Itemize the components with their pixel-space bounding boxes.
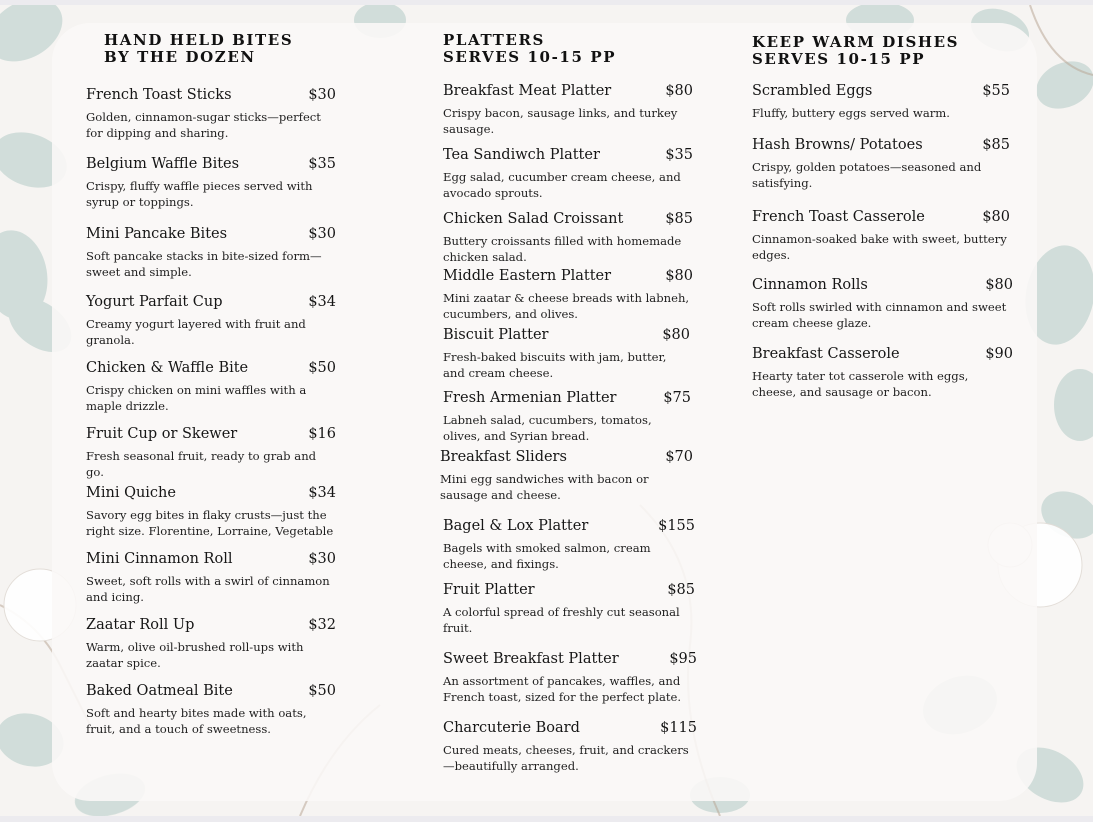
item-price: $85 — [665, 211, 693, 227]
heading-line-1: PLATTERS — [443, 31, 545, 49]
menu-item — [86, 426, 336, 480]
item-description: Crispy, fluffy waffle pieces served with syrup or toppings. — [86, 179, 313, 209]
menu-item — [752, 346, 1013, 400]
menu-item — [443, 518, 695, 572]
column-hand-held-bites — [86, 5, 336, 816]
item-price: $50 — [308, 360, 336, 376]
item-price: $80 — [665, 268, 693, 284]
item-description: Sweet, soft rolls with a swirl of cinnamon and icing. — [86, 574, 330, 604]
item-price: $85 — [667, 582, 695, 598]
item-price: $35 — [665, 147, 693, 163]
item-name: Scrambled Eggs — [752, 83, 873, 99]
item-name: Baked Oatmeal Bite — [86, 683, 233, 699]
item-name: Mini Cinnamon Roll — [86, 551, 233, 567]
item-price: $70 — [665, 449, 693, 465]
item-price: $30 — [308, 226, 336, 242]
item-name: Middle Eastern Platter — [443, 268, 612, 284]
menu-item — [752, 137, 1010, 191]
heading-line-2: SERVES 10-15 PP — [443, 48, 617, 66]
menu-item — [443, 83, 693, 137]
menu-item — [443, 327, 690, 381]
item-name: Mini Pancake Bites — [86, 226, 228, 242]
item-description: Crispy bacon, sausage links, and turkey sausage. — [443, 106, 678, 136]
item-name: Breakfast Meat Platter — [443, 83, 612, 99]
item-description: Mini egg sandwiches with bacon or sausage and cheese. — [440, 472, 649, 502]
item-name: Charcuterie Board — [443, 720, 580, 736]
item-description: Soft and hearty bites made with oats, fruit, and a touch of sweetness. — [86, 706, 307, 736]
menu-item — [86, 360, 336, 414]
item-description: Warm, olive oil-brushed roll-ups with zaatar spice. — [86, 640, 304, 670]
item-price: $34 — [308, 485, 336, 501]
item-description: Bagels with smoked salmon, cream cheese, and fixings. — [443, 541, 651, 571]
item-name: Fruit Platter — [443, 582, 535, 598]
item-price: $55 — [982, 83, 1010, 99]
item-name: Chicken & Waffle Bite — [86, 360, 249, 376]
section-heading — [104, 32, 344, 66]
menu-item — [443, 390, 691, 444]
item-description: Creamy yogurt layered with fruit and granola. — [86, 317, 306, 347]
menu-item — [86, 226, 336, 280]
column-keep-warm-dishes — [752, 5, 1012, 816]
menu-item — [86, 683, 336, 737]
item-name: Breakfast Casserole — [752, 346, 900, 362]
item-description: Cured meats, cheeses, fruit, and crackers—beautifully arranged. — [443, 743, 689, 773]
item-description: Mini zaatar & cheese breads with labneh, cucumbers, and olives. — [443, 291, 690, 321]
item-price: $30 — [308, 551, 336, 567]
item-name: Yogurt Parfait Cup — [86, 294, 223, 310]
heading-line-2: SERVES 10-15 PP — [752, 50, 926, 68]
item-description: Buttery croissants filled with homemade chicken salad. — [443, 234, 682, 264]
item-description: Crispy, golden potatoes—seasoned and satisfying. — [752, 160, 982, 190]
menu-item — [86, 156, 336, 210]
item-price: $32 — [308, 617, 336, 633]
item-description: Cinnamon-soaked bake with sweet, buttery edges. — [752, 232, 1007, 262]
item-description: Soft rolls swirled with cinnamon and sweet cream cheese glaze. — [752, 300, 1007, 330]
menu-item — [440, 449, 693, 503]
item-description: Fresh seasonal fruit, ready to grab and go. — [86, 449, 317, 479]
menu-item — [86, 551, 336, 605]
item-description: Egg salad, cucumber cream cheese, and avocado sprouts. — [443, 170, 681, 200]
item-price: $80 — [665, 83, 693, 99]
item-description: An assortment of pancakes, waffles, and French toast, sized for the perfect plate. — [443, 674, 682, 704]
menu-item — [752, 83, 1010, 121]
item-price: $85 — [982, 137, 1010, 153]
item-price: $155 — [658, 518, 695, 534]
menu-item — [443, 211, 693, 265]
menu-item — [752, 277, 1013, 331]
menu-item — [443, 147, 693, 201]
item-price: $50 — [308, 683, 336, 699]
item-name: Hash Browns/ Potatoes — [752, 137, 923, 153]
heading-line-1: HAND HELD BITES — [104, 31, 294, 49]
item-name: Biscuit Platter — [443, 327, 549, 343]
item-price: $95 — [669, 651, 697, 667]
menu-sheet — [0, 5, 1093, 816]
menu-item — [86, 485, 336, 539]
menu-item — [443, 720, 697, 774]
item-price: $35 — [308, 156, 336, 172]
item-description: Crispy chicken on mini waffles with a maple drizzle. — [86, 383, 307, 413]
item-name: Breakfast Sliders — [440, 449, 567, 465]
item-name: Zaatar Roll Up — [86, 617, 195, 633]
item-price: $16 — [308, 426, 336, 442]
item-description: Labneh salad, cucumbers, tomatos, olives, and Syrian bread. — [443, 413, 652, 443]
item-price: $90 — [985, 346, 1013, 362]
item-price: $80 — [982, 209, 1010, 225]
menu-item — [752, 209, 1010, 263]
column-platters — [440, 5, 697, 816]
item-price: $75 — [663, 390, 691, 406]
item-price: $30 — [308, 87, 336, 103]
item-price: $115 — [660, 720, 697, 736]
heading-line-1: KEEP WARM DISHES — [752, 33, 960, 51]
section-heading — [752, 34, 1012, 68]
item-name: Tea Sandiwch Platter — [443, 147, 600, 163]
item-description: Fluffy, buttery eggs served warm. — [752, 106, 950, 120]
item-description: Fresh-baked biscuits with jam, butter, and cream cheese. — [443, 350, 667, 380]
item-name: Bagel & Lox Platter — [443, 518, 589, 534]
heading-line-2: BY THE DOZEN — [104, 48, 256, 66]
menu-item — [443, 651, 697, 705]
item-name: Chicken Salad Croissant — [443, 211, 624, 227]
item-name: Fruit Cup or Skewer — [86, 426, 238, 442]
item-name: Cinnamon Rolls — [752, 277, 868, 293]
item-price: $80 — [662, 327, 690, 343]
item-name: Fresh Armenian Platter — [443, 390, 617, 406]
item-description: Hearty tater tot casserole with eggs, cheese, and sausage or bacon. — [752, 369, 969, 399]
menu-item — [443, 582, 695, 636]
item-description: Golden, cinnamon-sugar sticks—perfect for dipping and sharing. — [86, 110, 321, 140]
item-description: A colorful spread of freshly cut seasonal fruit. — [443, 605, 680, 635]
item-description: Savory egg bites in flaky crusts—just the right size. Florentine, Lorraine, Vegetable — [86, 508, 334, 538]
item-name: Sweet Breakfast Platter — [443, 651, 619, 667]
item-name: Belgium Waffle Bites — [86, 156, 240, 172]
item-price: $34 — [308, 294, 336, 310]
item-name: Mini Quiche — [86, 485, 176, 501]
menu-item — [86, 294, 336, 348]
item-description: Soft pancake stacks in bite-sized form—sweet and simple. — [86, 249, 322, 279]
item-name: French Toast Casserole — [752, 209, 925, 225]
menu-item — [86, 87, 336, 141]
item-name: French Toast Sticks — [86, 87, 232, 103]
menu-item — [443, 268, 693, 322]
section-heading — [443, 32, 695, 66]
item-price: $80 — [985, 277, 1013, 293]
menu-item — [86, 617, 336, 671]
